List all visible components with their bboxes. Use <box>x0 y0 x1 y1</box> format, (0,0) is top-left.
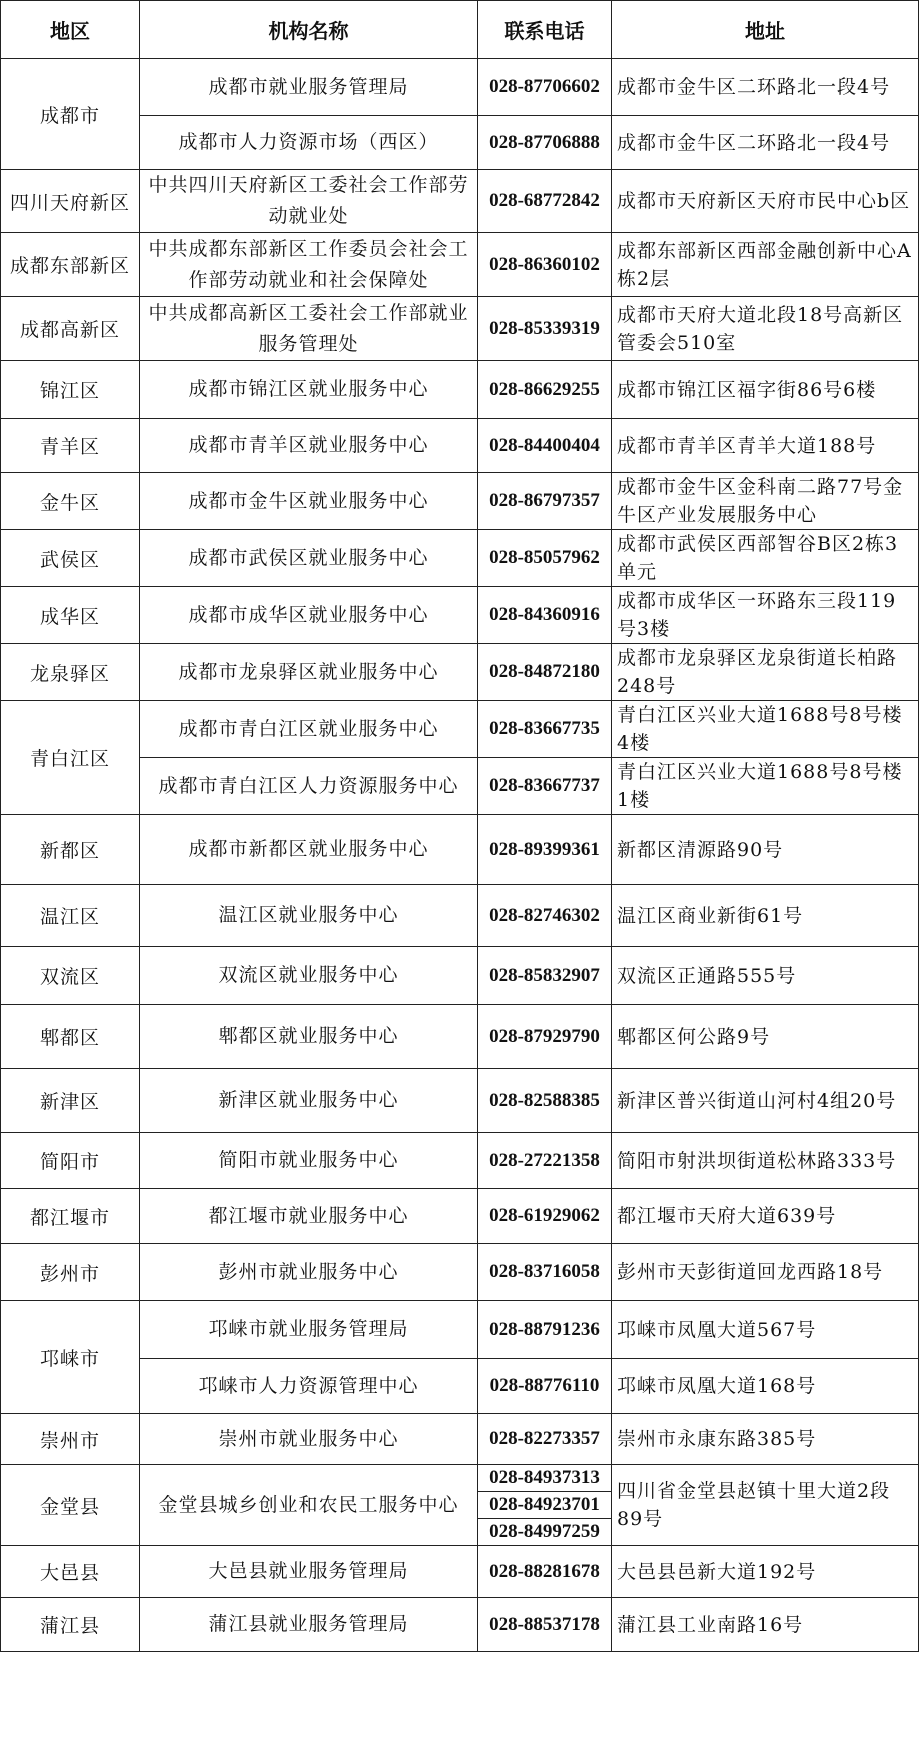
header-phone: 联系电话 <box>478 1 612 59</box>
phone-cell: 028-84360916 <box>478 587 612 644</box>
table-row <box>1 1069 919 1133</box>
phone-cell: 028-86797357 <box>478 473 612 530</box>
table-row <box>1 233 919 297</box>
address-cell: 双流区正通路555号 <box>612 947 919 1005</box>
region-cell: 成都市 <box>1 59 140 170</box>
phone-cell: 028-85832907 <box>478 947 612 1005</box>
header-region: 地区 <box>1 1 140 59</box>
address-cell: 成都市武侯区西部智谷B区2栋3单元 <box>612 530 919 587</box>
table-row <box>1 1465 919 1546</box>
org-name-cell: 崇州市就业服务中心 <box>140 1414 478 1465</box>
org-name-cell: 郫都区就业服务中心 <box>140 1005 478 1069</box>
table-row <box>1 297 919 361</box>
org-name-cell: 大邑县就业服务管理局 <box>140 1546 478 1598</box>
address-cell: 成都市金牛区二环路北一段4号 <box>612 59 919 116</box>
address-cell: 邛崃市凤凰大道567号 <box>612 1301 919 1359</box>
address-cell: 彭州市天彭街道回龙西路18号 <box>612 1244 919 1301</box>
table-row <box>1 644 919 701</box>
region-cell: 成华区 <box>1 587 140 644</box>
address-cell: 崇州市永康东路385号 <box>612 1414 919 1465</box>
region-cell: 四川天府新区 <box>1 170 140 233</box>
table-row <box>1 530 919 587</box>
phone-cell: 028-88537178 <box>478 1598 612 1652</box>
phone-cell: 028-88791236 <box>478 1301 612 1359</box>
org-name-cell: 蒲江县就业服务管理局 <box>140 1598 478 1652</box>
phone-number: 028-84923701 <box>478 1492 611 1519</box>
address-cell: 邛崃市凤凰大道168号 <box>612 1359 919 1414</box>
table-row <box>1 59 919 116</box>
org-name-cell: 邛崃市就业服务管理局 <box>140 1301 478 1359</box>
address-cell: 大邑县邑新大道192号 <box>612 1546 919 1598</box>
address-cell: 都江堰市天府大道639号 <box>612 1189 919 1244</box>
phone-cell: 028-27221358 <box>478 1133 612 1189</box>
org-name-cell: 新津区就业服务中心 <box>140 1069 478 1133</box>
table-row <box>1 1133 919 1189</box>
table-row <box>1 885 919 947</box>
org-name-cell: 温江区就业服务中心 <box>140 885 478 947</box>
region-cell: 崇州市 <box>1 1414 140 1465</box>
org-name-cell: 成都市青白江区人力资源服务中心 <box>140 758 478 815</box>
address-cell: 四川省金堂县赵镇十里大道2段89号 <box>612 1465 919 1546</box>
phone-cell: 028-85057962 <box>478 530 612 587</box>
table-row <box>1 1189 919 1244</box>
region-cell: 新都区 <box>1 815 140 885</box>
phone-cell: 028-84400404 <box>478 419 612 473</box>
table-row <box>1 1598 919 1652</box>
org-name-cell: 成都市龙泉驿区就业服务中心 <box>140 644 478 701</box>
table-row <box>1 1005 919 1069</box>
org-name-cell: 彭州市就业服务中心 <box>140 1244 478 1301</box>
org-name-cell: 中共成都东部新区工作委员会社会工作部劳动就业和社会保障处 <box>140 233 478 297</box>
address-cell: 成都市锦江区福字街86号6楼 <box>612 361 919 419</box>
address-cell: 成都市金牛区金科南二路77号金牛区产业发展服务中心 <box>612 473 919 530</box>
region-cell: 彭州市 <box>1 1244 140 1301</box>
org-name-cell: 成都市新都区就业服务中心 <box>140 815 478 885</box>
phone-cell: 028-88281678 <box>478 1546 612 1598</box>
phone-cell: 028-88776110 <box>478 1359 612 1414</box>
org-name-cell: 成都市金牛区就业服务中心 <box>140 473 478 530</box>
org-name-cell: 成都市武侯区就业服务中心 <box>140 530 478 587</box>
address-cell: 青白江区兴业大道1688号8号楼4楼 <box>612 701 919 758</box>
region-cell: 成都东部新区 <box>1 233 140 297</box>
org-name-cell: 中共成都高新区工委社会工作部就业服务管理处 <box>140 297 478 361</box>
region-cell: 金牛区 <box>1 473 140 530</box>
address-cell: 郫都区何公路9号 <box>612 1005 919 1069</box>
phone-cell: 028-87929790 <box>478 1005 612 1069</box>
region-cell: 龙泉驿区 <box>1 644 140 701</box>
org-name-cell: 成都市青白江区就业服务中心 <box>140 701 478 758</box>
phone-number: 028-84997259 <box>489 1521 600 1542</box>
table-row <box>1 170 919 233</box>
address-cell: 成都东部新区西部金融创新中心A栋2层 <box>612 233 919 297</box>
org-name-cell: 成都市青羊区就业服务中心 <box>140 419 478 473</box>
address-cell: 成都市龙泉驿区龙泉街道长柏路248号 <box>612 644 919 701</box>
address-cell: 成都市金牛区二环路北一段4号 <box>612 116 919 170</box>
region-cell: 新津区 <box>1 1069 140 1133</box>
header-row <box>1 1 919 59</box>
org-name-cell: 简阳市就业服务中心 <box>140 1133 478 1189</box>
address-cell: 蒲江县工业南路16号 <box>612 1598 919 1652</box>
header-address: 地址 <box>612 1 919 59</box>
table-row <box>1 947 919 1005</box>
address-cell: 温江区商业新街61号 <box>612 885 919 947</box>
region-cell: 青白江区 <box>1 701 140 815</box>
phone-cell: 028-85339319 <box>478 297 612 361</box>
org-name-cell: 成都市锦江区就业服务中心 <box>140 361 478 419</box>
region-cell: 温江区 <box>1 885 140 947</box>
phone-cell: 028-61929062 <box>478 1189 612 1244</box>
table-row <box>1 473 919 530</box>
org-name-cell: 成都市人力资源市场（西区） <box>140 116 478 170</box>
region-cell: 都江堰市 <box>1 1189 140 1244</box>
region-cell: 邛崃市 <box>1 1301 140 1414</box>
phone-cell: 028-86629255 <box>478 361 612 419</box>
address-cell: 成都市天府新区天府市民中心b区 <box>612 170 919 233</box>
phone-cell: 028-87706888 <box>478 116 612 170</box>
address-cell: 成都市天府大道北段18号高新区管委会510室 <box>612 297 919 361</box>
phone-cell: 028-87706602 <box>478 59 612 116</box>
org-name-cell: 金堂县城乡创业和农民工服务中心 <box>140 1465 478 1546</box>
region-cell: 成都高新区 <box>1 297 140 361</box>
region-cell: 简阳市 <box>1 1133 140 1189</box>
phone-cell <box>478 1465 612 1546</box>
phone-cell: 028-84872180 <box>478 644 612 701</box>
address-cell: 青白江区兴业大道1688号8号楼1楼 <box>612 758 919 815</box>
header-org: 机构名称 <box>140 1 478 59</box>
org-name-cell: 成都市成华区就业服务中心 <box>140 587 478 644</box>
table-row <box>1 587 919 644</box>
phone-cell: 028-89399361 <box>478 815 612 885</box>
org-name-cell: 中共四川天府新区工委社会工作部劳动就业处 <box>140 170 478 233</box>
table-row <box>1 1301 919 1359</box>
region-cell: 蒲江县 <box>1 1598 140 1652</box>
table-row <box>1 419 919 473</box>
table-row <box>1 1244 919 1301</box>
phone-number: 028-84937313 <box>478 1465 611 1492</box>
address-cell: 新都区清源路90号 <box>612 815 919 885</box>
region-cell: 青羊区 <box>1 419 140 473</box>
region-cell: 双流区 <box>1 947 140 1005</box>
phone-cell: 028-83667737 <box>478 758 612 815</box>
org-name-cell: 都江堰市就业服务中心 <box>140 1189 478 1244</box>
region-cell: 锦江区 <box>1 361 140 419</box>
table-row <box>1 361 919 419</box>
phone-cell: 028-82273357 <box>478 1414 612 1465</box>
address-cell: 成都市青羊区青羊大道188号 <box>612 419 919 473</box>
phone-cell: 028-83716058 <box>478 1244 612 1301</box>
org-name-cell: 双流区就业服务中心 <box>140 947 478 1005</box>
address-cell: 简阳市射洪坝街道松林路333号 <box>612 1133 919 1189</box>
table-body <box>1 59 919 1652</box>
org-name-cell: 成都市就业服务管理局 <box>140 59 478 116</box>
phone-cell: 028-83667735 <box>478 701 612 758</box>
phone-cell: 028-68772842 <box>478 170 612 233</box>
table-row <box>1 1546 919 1598</box>
phone-cell: 028-86360102 <box>478 233 612 297</box>
table-row <box>1 815 919 885</box>
table-row <box>1 701 919 758</box>
address-cell: 新津区普兴街道山河村4组20号 <box>612 1069 919 1133</box>
org-name-cell: 邛崃市人力资源管理中心 <box>140 1359 478 1414</box>
address-cell: 成都市成华区一环路东三段119号3楼 <box>612 587 919 644</box>
region-cell: 武侯区 <box>1 530 140 587</box>
region-cell: 金堂县 <box>1 1465 140 1546</box>
region-cell: 大邑县 <box>1 1546 140 1598</box>
phone-cell: 028-82588385 <box>478 1069 612 1133</box>
table-row <box>1 1414 919 1465</box>
region-cell: 郫都区 <box>1 1005 140 1069</box>
phone-cell: 028-82746302 <box>478 885 612 947</box>
